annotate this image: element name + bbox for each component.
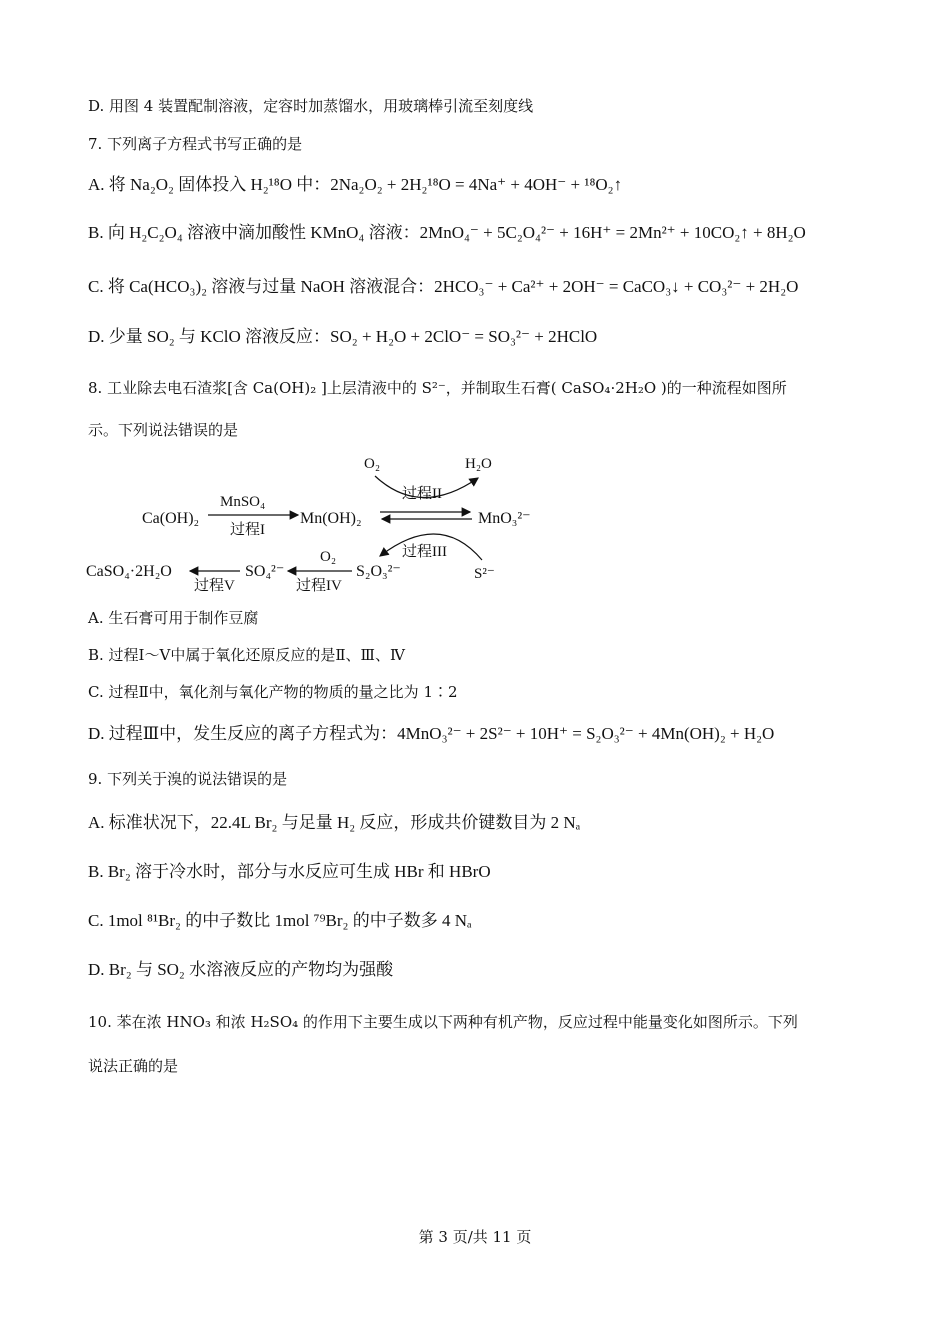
- q7-option-d: D. 少量 SO₂ 与 KClO 溶液反应：SO₂ + H₂O + 2ClO⁻ = SO₃²⁻ + 2HClO: [88, 327, 598, 346]
- page-footer: 第 3 页/共 11 页: [418, 1228, 532, 1246]
- node-s2o3: S₂O₃²⁻: [356, 563, 401, 580]
- node-s2: S²⁻: [474, 566, 495, 582]
- q9-option-b: B. Br₂ 溶于冷水时，部分与水反应可生成 HBr 和 HBrO: [88, 862, 491, 881]
- process-flow-diagram: [80, 448, 550, 598]
- q7-option-b: B. 向 H₂C₂O₄ 溶液中滴加酸性 KMnO₄ 溶液：2MnO₄⁻ + 5C₂O₄²⁻ + 16H⁺ = 2Mn²⁺ + 10CO₂↑ + 8H₂O: [88, 223, 806, 242]
- q8-stem-cont: 示。下列说法错误的是: [88, 421, 239, 439]
- q8-option-d: D. 过程Ⅲ中，发生反应的离子方程式为：4MnO₃²⁻ + 2S²⁻ + 10H⁺ = S₂O₃²⁻ + 4Mn(OH)₂ + H₂O: [88, 724, 775, 743]
- label-step2: 过程II: [402, 486, 442, 502]
- q6-option-d: D. 用图 4 装置配制溶液，定容时加蒸馏水，用玻璃棒引流至刻度线: [88, 97, 534, 115]
- node-mn-oh2: Mn(OH)₂: [300, 510, 362, 527]
- q7-stem: 7. 下列离子方程式书写正确的是: [88, 135, 303, 153]
- q10-stem-cont: 说法正确的是: [88, 1057, 179, 1075]
- label-step1: 过程I: [230, 522, 265, 538]
- label-step5: 过程V: [194, 578, 235, 594]
- q8-option-a: A. 生石膏可用于制作豆腐: [88, 609, 259, 627]
- label-step3: 过程III: [402, 544, 447, 560]
- q9-option-a: A. 标准状况下，22.4L Br₂ 与足量 H₂ 反应，形成共价键数目为 2 Nₐ: [88, 813, 581, 832]
- node-ca-oh2: Ca(OH)₂: [142, 510, 200, 527]
- q10-stem: 10. 苯在浓 HNO₃ 和浓 H₂SO₄ 的作用下主要生成以下两种有机产物，反应过程中能量变化如图所示。下列: [88, 1013, 798, 1031]
- node-caso4: CaSO₄·2H₂O: [86, 563, 172, 580]
- q9-option-c: C. 1mol ⁸¹Br₂ 的中子数比 1mol ⁷⁹Br₂ 的中子数多 4 Nₐ: [88, 911, 472, 930]
- q9-stem: 9. 下列关于溴的说法错误的是: [88, 770, 288, 788]
- node-so4: SO₄²⁻: [245, 563, 285, 580]
- q7-option-c: C. 将 Ca(HCO₃)₂ 溶液与过量 NaOH 溶液混合：2HCO₃⁻ + Ca²⁺ + 2OH⁻ = CaCO₃↓ + CO₃²⁻ + 2H₂O: [88, 277, 799, 296]
- q8-option-c: C. 过程Ⅱ中，氧化剂与氧化产物的物质的量之比为 1∶2: [88, 683, 458, 701]
- node-mno3: MnO₃²⁻: [478, 510, 531, 527]
- reagent-o2-top: O₂: [364, 456, 381, 472]
- reagent-mnso4: MnSO₄: [220, 494, 266, 510]
- q8-option-b: B. 过程Ⅰ～Ⅴ中属于氧化还原反应的是Ⅱ、Ⅲ、Ⅳ: [88, 646, 405, 664]
- q7-option-a: A. 将 Na₂O₂ 固体投入 H₂¹⁸O 中：2Na₂O₂ + 2H₂¹⁸O = 4Na⁺ + 4OH⁻ + ¹⁸O₂↑: [88, 175, 623, 194]
- q9-option-d: D. Br₂ 与 SO₂ 水溶液反应的产物均为强酸: [88, 960, 394, 979]
- reagent-o2-mid: O₂: [320, 549, 337, 565]
- q8-stem: 8. 工业除去电石渣浆[含 Ca(OH)₂ ]上层清液中的 S²⁻，并制取生石膏( CaSO₄·2H₂O )的一种流程如图所: [88, 379, 787, 397]
- product-h2o-top: H₂O: [465, 456, 492, 472]
- label-step4: 过程IV: [296, 578, 342, 594]
